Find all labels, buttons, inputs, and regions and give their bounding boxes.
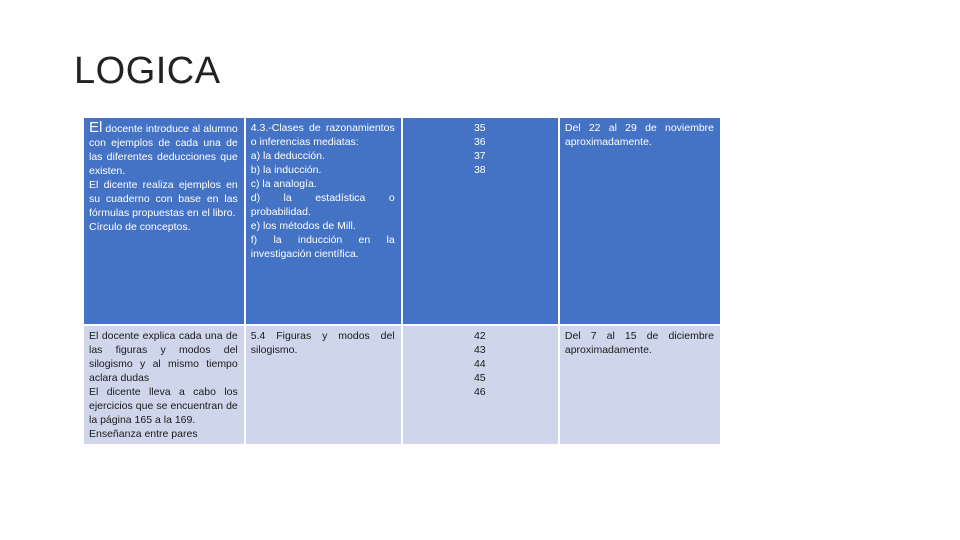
topic-text: a) la deducción. (250, 150, 325, 162)
slide-title: LOGICA (74, 50, 221, 92)
topic-text: 5.4 Figuras y modos del silogismo. (250, 330, 395, 356)
topic-text: e) los métodos de Mill. (250, 220, 356, 232)
page-number: 42 (473, 330, 486, 342)
topic-text: f) la inducción en la investigación científica. (250, 234, 395, 260)
page-number: 38 (473, 164, 486, 176)
dates-cell (560, 326, 720, 444)
date-range: Del 7 al 15 de diciembre aproximadamente. (564, 330, 714, 356)
content-table (82, 116, 722, 446)
activity-text: docente introduce al alumno con ejemplos de cada una de las diferentes deducciones que existen. (89, 123, 238, 177)
topic-cell (246, 326, 401, 444)
pages-cell (403, 326, 558, 444)
page-number: 36 (473, 136, 486, 148)
activity-first-word: El (89, 119, 103, 136)
activity-text: El docente explica cada una de las figuras y modos del silogismo y al mismo tiempo aclara dudas (89, 330, 238, 384)
activity-text: Enseñanza entre pares (89, 428, 198, 440)
page-number: 46 (473, 386, 486, 398)
table-row (84, 118, 720, 324)
dates-cell (560, 118, 720, 324)
page-number: 37 (473, 150, 486, 162)
topic-text: c) la analogía. (250, 178, 317, 190)
page-number: 43 (473, 344, 486, 356)
activity-text: El dicente lleva a cabo los ejercicios que se encuentran de la página 165 a la 169. (89, 386, 238, 426)
topic-text: d) la estadística o probabilidad. (250, 192, 395, 218)
activity-cell (84, 118, 244, 324)
topic-text: 4.3.-Clases de razonamientos o inferencias mediatas: (250, 122, 395, 148)
pages-cell (403, 118, 558, 324)
activity-text: El dicente realiza ejemplos en su cuaderno con base en las fórmulas propuestas en el libro. (89, 179, 238, 219)
topic-cell (246, 118, 401, 324)
page-number: 45 (473, 372, 486, 384)
page-number: 44 (473, 358, 486, 370)
table-row (84, 326, 720, 444)
date-range: Del 22 al 29 de noviembre aproximadamente. (564, 122, 714, 148)
activity-text: Círculo de conceptos. (89, 221, 191, 233)
page-number: 35 (473, 122, 486, 134)
activity-cell (84, 326, 244, 444)
topic-text: b) la inducción. (250, 164, 322, 176)
